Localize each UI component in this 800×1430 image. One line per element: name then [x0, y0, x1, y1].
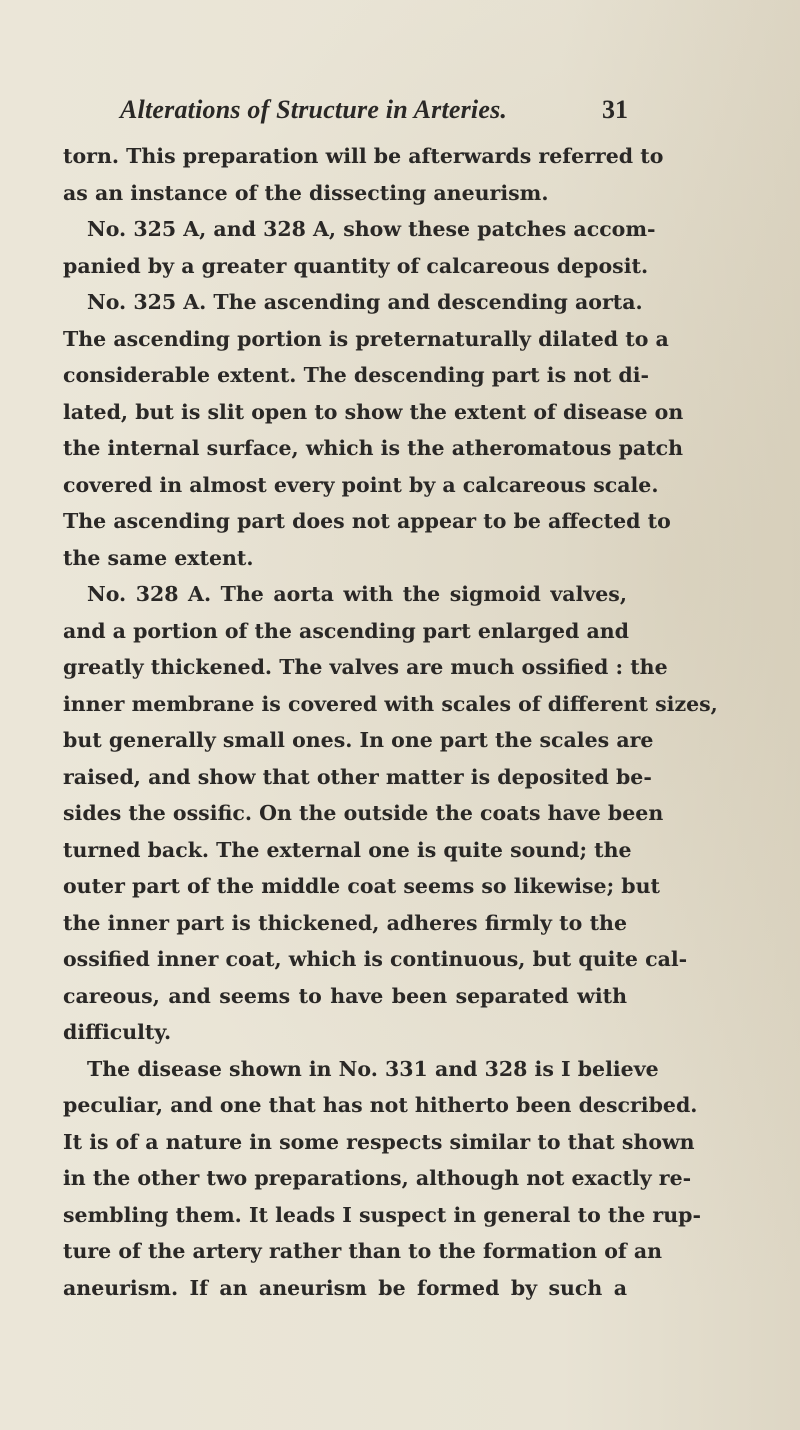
text-line: considerable extent. The descending part is not di- [63, 363, 650, 387]
body-text [63, 138, 718, 1306]
text-line: sembling them. It leads I suspect in general to the rup- [63, 1202, 701, 1227]
text-line: the same extent. [63, 545, 254, 570]
text-line: sides the ossific. On the outside the coats have been [63, 801, 664, 825]
text-line: panied by a greater quantity of calcareous deposit. [63, 253, 649, 278]
text-line: careous, and seems to have been separated with [63, 983, 627, 1008]
text-line: in the other two preparations, although not exactly re- [63, 1166, 692, 1190]
text-line: and a portion of the ascending part enlarged and [63, 618, 630, 643]
text-line: but generally small ones. In one part the scales are [63, 728, 654, 752]
text-line: as an instance of the dissecting aneurism. [63, 180, 549, 205]
page-number: 31 [602, 95, 628, 124]
text-line: No. 325 A, and 328 A, show these patches accom- [87, 217, 656, 241]
text-line: difficulty. [63, 1020, 172, 1044]
text-line: the internal surface, which is the atheromatous patch [63, 436, 684, 460]
text-line: The ascending portion is preternaturally dilated to a [63, 326, 669, 351]
text-line: covered in almost every point by a calcareous scale. [63, 472, 659, 497]
running-title: Alterations of Structure in Arteries. [120, 95, 508, 124]
text-line: The ascending part does not appear to be affected to [63, 509, 671, 533]
text-line: the inner part is thickened, adheres firmly to the [63, 910, 627, 935]
text-line: turned back. The external one is quite sound; the [63, 837, 632, 862]
text-line: inner membrane is covered with scales of different sizes, [63, 691, 718, 716]
text-line: ture of the artery rather than to the formation of an [63, 1239, 663, 1263]
text-line: It is of a nature in some respects similar to that shown [63, 1129, 695, 1154]
text-line: greatly thickened. The valves are much ossified : the [63, 655, 668, 679]
text-line: ossified inner coat, which is continuous, but quite cal- [63, 947, 688, 971]
text-line: raised, and show that other matter is deposited be- [63, 764, 652, 789]
text-line: peculiar, and one that has not hitherto been described. [63, 1093, 698, 1117]
text-line: outer part of the middle coat seems so likewise; but [63, 874, 660, 898]
text-line: No. 328 A. The aorta with the sigmoid valves, [87, 582, 627, 606]
text-line: No. 325 A. The ascending and descending aorta. [87, 290, 643, 314]
text-line: torn. This preparation will be afterwards referred to [63, 144, 664, 168]
text-line: The disease shown in No. 331 and 328 is I believe [87, 1056, 659, 1081]
text-line: lated, but is slit open to show the extent of disease on [63, 399, 684, 424]
text-line: aneurism. If an aneurism be formed by such a [63, 1275, 627, 1300]
page-header [120, 95, 628, 135]
